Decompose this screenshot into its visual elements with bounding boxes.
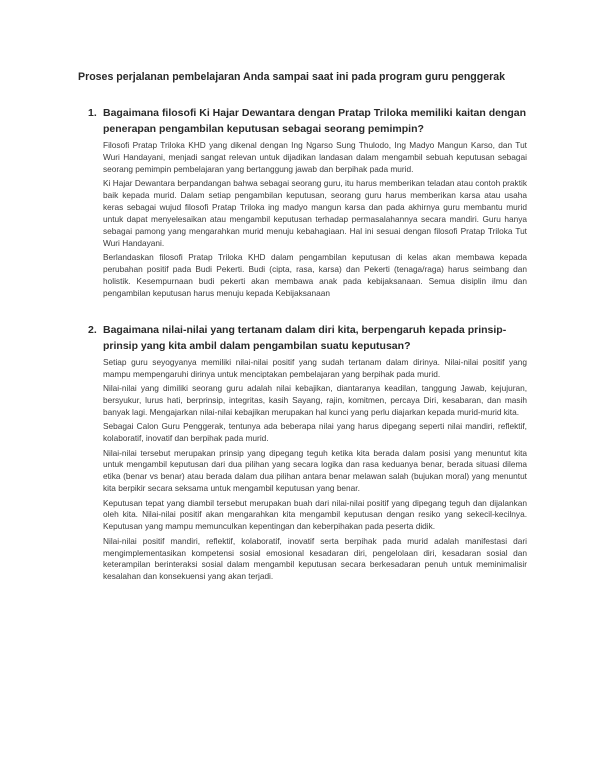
question-text: Bagaimana filosofi Ki Hajar Dewantara dengan Pratap Triloka memiliki kaitan dengan penerapan pengambilan keputusan sebagai seorang pemimpin? <box>103 107 527 135</box>
paragraph: Setiap guru seyogyanya memiliki nilai-nilai positif yang sudah tertanam dalam dirinya. Nilai-nilai positif yang mampu mempengaruhi dirinya untuk menciptakan pembelajaran yang berpihak pada murid. <box>103 357 527 379</box>
paragraph: Sebagai Calon Guru Penggerak, tentunya ada beberapa nilai yang harus dipegang seperti nilai mandiri, reflektif, kolaboratif, inovatif dan berpihak pada murid. <box>103 421 527 444</box>
question-2-heading <box>88 323 528 354</box>
paragraph: Filosofi Pratap Triloka KHD yang dikenal dengan Ing Ngarso Sung Thulodo, Ing Madyo Mangun Karso, dan Tut Wuri Handayani, menjadi sangat relevan untuk dijadikan landasan dalam mengambil sebuah keputusan sebagai seorang pemimpin pembelajaran yang bertanggung jawab dan berpihak pada murid. <box>103 140 527 174</box>
paragraph: Keputusan tepat yang diambil tersebut merupakan buah dari nilai-nilai positif yang dipegang teguh dan dijalankan oleh kita. Nilai-nilai positif akan mengarahkan kita mengambil keputusan dengan resiko yang sekecil-kecilnya. Keputusan yang mampu memunculkan kepentingan dan keberpihakan pada peserta didik. <box>103 497 527 532</box>
page-title: Proses perjalanan pembelajaran Anda sampai saat ini pada program guru penggerak <box>78 71 506 83</box>
question-2-answer <box>103 357 527 586</box>
question-1-answer <box>103 140 527 302</box>
paragraph: Nilai-nilai yang dimiliki seorang guru adalah nilai kebajikan, diantaranya keadilan, tanggung Jawab, kejujuran, bersyukur, lurus hati, berprinsip, integritas, kasih Sayang, rajin, komitmen, percaya Diri, kesabaran, dan masih banyak lagi. Mengajarkan nilai-nilai kebajikan merupakan hal kunci yang perlu diajarkan kepada murid-murid kita. <box>103 383 527 418</box>
question-number: 2. <box>88 324 97 336</box>
paragraph: Ki Hajar Dewantara berpandangan bahwa sebagai seorang guru, itu harus memberikan teladan atau contoh praktik baik kepada murid. Dalam setiap pengambilan keputusan, seorang guru harus memberikan karsa atau usaha keras sebagai wujud filosofi Pratap Triloka ing madyo mangun karsa dan pada akhirnya guru membantu murid untuk dapat menyelesaikan atau mengambil keputusan terhadap permasalahannya secara mandiri. Guru hanya sebagai pamong yang mengarahkan murid menuju kebahagiaan. Hal ini sesuai dengan filosofi Pratap Triloka Tut Wuri Handayani. <box>103 178 527 248</box>
paragraph: Nilai-nilai positif mandiri, reflektif, kolaboratif, inovatif serta berpihak pada murid adalah manifestasi dari mengimplementasikan kompetensi sosial emosional kesadaran diri, pengelolaan diri, kesadaran sosial dan keterampilan berinteraksi sosial dalam mengambil keputusan secara berkesadaran penuh untuk meminimalisir kesalahan dan konsekuensi yang akan terjadi. <box>103 535 527 582</box>
paragraph: Berlandaskan filosofi Pratap Triloka KHD dalam pengambilan keputusan di kelas akan membawa kepada perubahan positif pada Budi Pekerti. Budi (cipta, rasa, karsa) dan Pekerti (tenaga/raga) harus seimbang dan holistik. Kesempurnaan budi pekerti akan membawa anak pada kebijaksanaan. Semua disiplin ilmu dan pengambilan keputusan harus menuju kepada Kebijaksanaan <box>103 251 527 298</box>
question-number: 1. <box>88 107 97 119</box>
question-1-heading <box>88 106 528 137</box>
paragraph: Nilai-nilai tersebut merupakan prinsip yang dipegang teguh ketika kita berada dalam posisi yang menuntut kita untuk mengambil keputusan dari dua pilihan yang secara logika dan rasa keduanya benar, berada situasi dilema etika (benar vs benar) atau berada dalam dua pilihan antara benar melawan salah (bujukan moral) yang menuntut kita berpikir secara seksama untuk mengambil keputusan yang benar. <box>103 447 527 494</box>
question-text: Bagaimana nilai-nilai yang tertanam dalam diri kita, berpengaruh kepada prinsip-prinsip yang kita ambil dalam pengambilan suatu keputusan? <box>103 324 507 352</box>
